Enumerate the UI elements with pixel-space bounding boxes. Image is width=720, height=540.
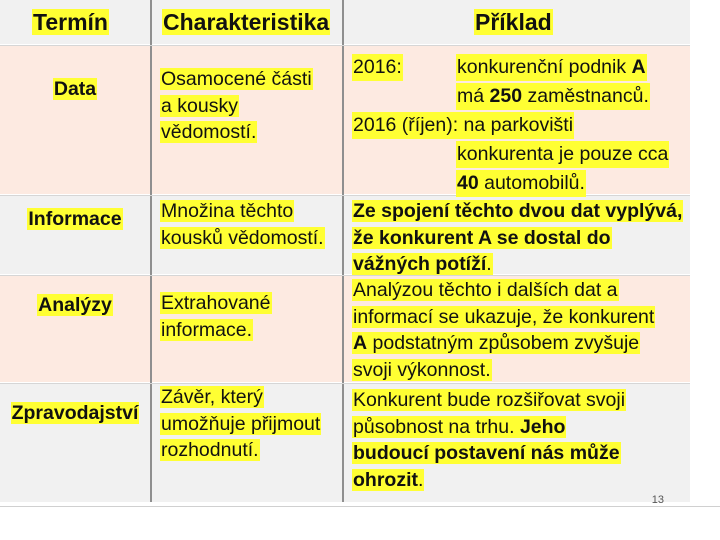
term-informace: Informace xyxy=(28,208,122,230)
example-zpravodajstvi: Konkurent bude rozšiřovat svoji působnost na trhu. Jeho budoucí postavení nás může ohrozit. xyxy=(353,389,626,491)
term-data: Data xyxy=(53,78,97,100)
header-term: Termín xyxy=(33,9,108,35)
column-divider-2 xyxy=(342,0,344,502)
characteristic-zpravodajstvi: Závěr, který umožňuje přijmout rozhodnutí. xyxy=(161,386,321,461)
characteristic-data: Osamocené části a kousky vědomostí. xyxy=(161,68,312,143)
example-analyzy: Analýzou těchto i dalších dat a informací se ukazuje, že konkurent A podstatným způsobem zvyšuje svoji výkonnost. xyxy=(353,279,655,381)
header-characteristic: Charakteristika xyxy=(163,9,330,35)
column-divider-1 xyxy=(150,0,152,502)
term-zpravodajstvi: Zpravodajství xyxy=(11,402,139,424)
footer-line xyxy=(0,506,720,507)
characteristic-analyzy: Extrahované informace. xyxy=(161,292,271,341)
example-data: 2016: konkurenční podnik A má 250 zaměstnanců. 2016 (říjen): na parkovišti konkurenta je pouze cca 40 automobilů. xyxy=(352,54,688,199)
example-informace: Ze spojení těchto dvou dat vyplývá, že konkurent A se dostal do vážných potíží. xyxy=(353,200,683,275)
characteristic-informace: Množina těchto kousků vědomostí. xyxy=(161,200,324,249)
row-divider xyxy=(0,383,690,384)
header-example: Příklad xyxy=(475,9,552,35)
term-analyzy: Analýzy xyxy=(38,294,112,316)
page-number: 13 xyxy=(651,494,664,506)
row-divider xyxy=(0,45,690,46)
